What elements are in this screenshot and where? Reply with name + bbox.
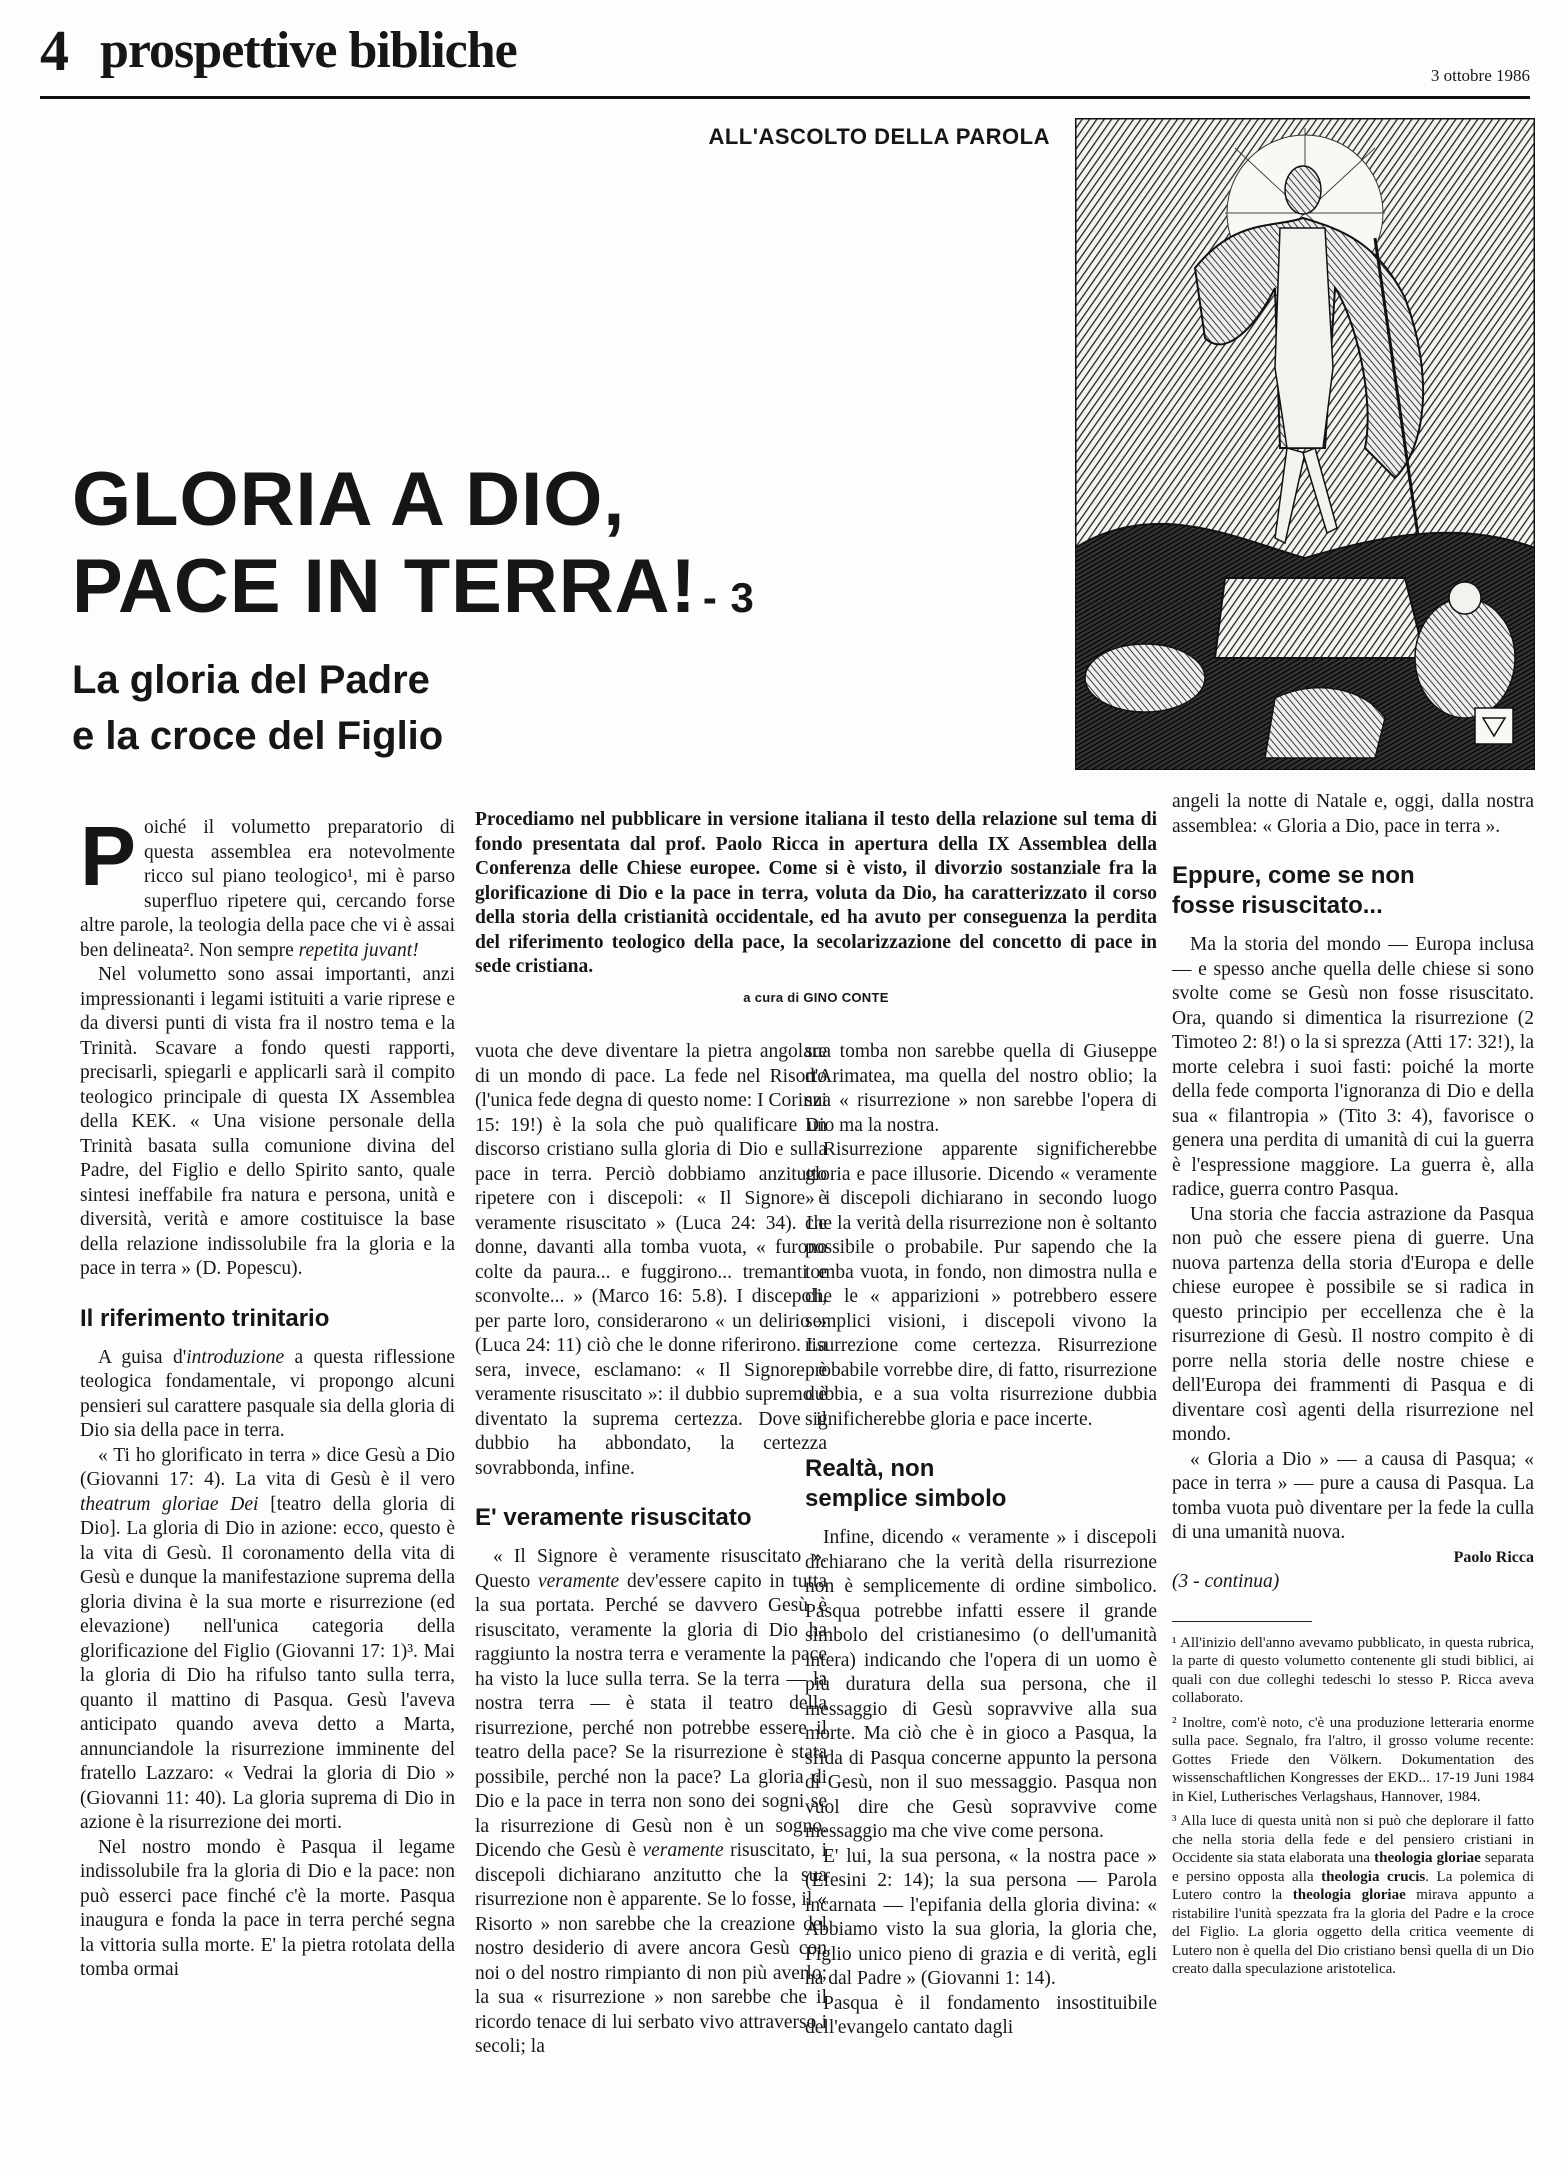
text-run: dev'essere capito in tutta la sua portata. Perché se davvero Gesù è risuscitato, veramente la gloria di Dio ha raggiunto la nostra terra e veramente la pace ha visto la luce sulla terra. Se la terra — la nostra terra — è stata il teatro della risurrezione, perché non potrebbe essere il teatro della pace? Se la risurrezione è stata possibile, perché non la pace? La gloria di Dio e la pace in terra non sono dei sogni se la risurrezione di Gesù non è un sogno. Dicendo che Gesù è	[475, 1570, 827, 1861]
article-title-line2	[72, 545, 755, 640]
editorial-intro: Procediamo nel pubblicare in versione italiana il testo della relazione sul tema di fondo presentata dal prof. Paolo Ricca in apertura della IX Assemblea della Conferenza delle Chiese europee. Come si è visto, il divorzio sostanziale fra la glorificazione di Dio e la pace in terra, voluta da Dio, ha caratterizzato il corso della storia della cristianità occidentale, ed ha avuto per conseguenza la perdita del riferimento teologico della pace, la secolarizzazione del concetto di pace in sede cristiana.	[475, 809, 1157, 977]
issue-date: 3 ottobre 1986	[1430, 66, 1530, 85]
text-bold: theologia crucis	[1321, 1868, 1426, 1885]
paragraph: « Gloria a Dio » — a causa di Pasqua; « pace in terra » — pure a causa di Pasqua. La tomba vuota può diventare per la fede la culla di una umanità nuova.	[1172, 1448, 1534, 1543]
section-title: prospettive bibliche	[100, 22, 517, 79]
text-emphasis: introduzione	[186, 1346, 285, 1368]
section-heading	[805, 1454, 1157, 1514]
text-emphasis: veramente	[642, 1840, 724, 1861]
paragraph: Ma la storia del mondo — Europa inclusa — e spesso anche quella delle chiese si sono svolte come se Gesù non fosse risuscitato. Ora, quando si dimentica la risurrezione (2 Timoteo 2: 8!) o la si sprezza (Atti 17: 32!), la morte celebra i suoi fasti: poiché la morte della fede comporta l'ignoranza di Dio e della sua « filantropia » (Tito 3: 4), favorisce o genera una perdita di umanità di cui la guerra è l'espressione maggiore. La guerra è, alla radice, guerra contro Pasqua.	[1172, 934, 1534, 1200]
paragraph: Pasqua è il fondamento insostituibile dell'evangelo cantato dagli	[805, 1992, 1157, 2038]
editor-byline: a cura di GINO CONTE	[743, 990, 889, 1005]
article-title-line1: GLORIA A DIO,	[72, 457, 626, 542]
resurrection-engraving	[1075, 118, 1535, 770]
subtitle-line1: La gloria del Padre	[72, 658, 430, 702]
heading-line: Realtà, non	[805, 1455, 935, 1482]
text-run: risuscitato, i discepoli dichiarano anzitutto che la sua risurrezione non è apparente. Se lo fosse, il « Risorto » non sarebbe che la creazione del nostro desiderio di avere ancora Gesù con noi o del nostro rimpianto di non più averlo; la sua « risurrezione » non sarebbe che il ricordo tenace di lui serbato vivo attraverso i secoli; la	[475, 1840, 827, 2057]
page-number: 4	[40, 18, 69, 83]
footnote-3	[1172, 1812, 1534, 1979]
text-column-2	[475, 1040, 827, 2060]
text-run: . La polemica di Lutero contro la	[1172, 1868, 1534, 1903]
paragraph: vuota che deve diventare la pietra angolare di un mondo di pace. La fede nel Risorto (l'unica fede degna di questo nome: I Corinzi 15: 19!) è la sola che può qualificare un discorso cristiano sulla gloria di Dio e sulla pace in terra. Perciò dobbiamo anzitutto ripetere con i discepoli: « Il Signore è veramente risuscitato » (Luca 24: 34). Le donne, davanti alla tomba vuota, « furono colte da paura... e fuggirono... tremanti e sconvolte... » (Marco 16: 5.8). I discepoli, per parte loro, considerarono « un delirio » (Luca 24: 11) ciò che le donne riferirono. La sera, invece, esclamano: « Il Signore è veramente risuscitato »: il dubbio supremo è diventato la suprema certezza. Dove il dubbio ha abbondato, la certezza sovrabbonda, infine.	[475, 1041, 827, 1479]
text-run: ³ Alla luce di questa unità non si può che deplorare il fatto che nella storia della fede e del pensiero cristiani in Occidente sia stata elaborata una	[1172, 1813, 1534, 1866]
footnote-2: ² Inoltre, com'è noto, c'è una produzione letteraria enorme sulla pace. Segnalo, fra l'altro, il grosso volume recente: Gottes Friede den Völkern. Dokumentation des wissenschaftlichen Kongresses der EKD... 17-19 Juni 1984 in Kiel, Lutherisches Verlagshaus, Hannover, 1984.	[1172, 1714, 1534, 1805]
footnote-1: ¹ All'inizio dell'anno avevamo pubblicato, in questa rubrica, la parte di questo volumetto contenente gli studi biblici, ai quali con due colleghi tedeschi lo stesso P. Ricca aveva collaborato.	[1172, 1634, 1534, 1706]
text-run: separata e persino opposta alla	[1172, 1850, 1534, 1885]
paragraph: Nel nostro mondo è Pasqua il legame indissolubile fra la gloria di Dio e la pace: non può esserci pace finché c'è la morte. Pasqua inaugura e fonda la pace in terra perché segna la vittoria sulla morte. E' la pietra rotolata della tomba ormai	[80, 1836, 455, 1980]
text-bold: theologia gloriae	[1374, 1850, 1481, 1866]
text-emphasis: veramente	[538, 1570, 620, 1592]
paragraph	[80, 1346, 455, 1444]
text-emphasis: theatrum gloriae Dei	[80, 1493, 259, 1515]
article-title-text: PACE IN TERRA!	[72, 544, 697, 629]
footnote-rule	[1172, 1621, 1312, 1622]
paragraph: angeli la notte di Natale e, oggi, dalla nostra assemblea: « Gloria a Dio, pace in terra ».	[1172, 791, 1534, 837]
section-heading: Il riferimento trinitario	[80, 1304, 330, 1332]
text-run: « Ti ho glorificato in terra » dice Gesù a Dio (Giovanni 17: 4). La vita di Gesù è il vero	[80, 1444, 455, 1490]
text-bold: theologia gloriae	[1292, 1887, 1406, 1903]
text-run: mirava appunto a ristabilire l'unità spezzata fra la gloria del Padre e la croce del Figlio. La gloria oggetto della critica veemente di Lutero non è quella del Dio cristiano bensì quella di un Dio creato dalla speculazione aristotelica.	[1172, 1887, 1534, 1977]
text-column-3	[805, 1040, 1157, 2041]
subtitle-line2: e la croce del Figlio	[72, 714, 444, 758]
rubric-label: ALL'ASCOLTO DELLA PAROLA	[708, 124, 1050, 149]
text-column-4	[1172, 790, 1534, 1979]
text-run: oiché il volumetto preparatorio di questa assemblea era notevolmente ricco sul piano teologico¹, mi è parso superfluo ripetere qui, cercando forse altre parole, la teologia della pace che vi è assai ben delineata². Non sempre	[80, 817, 455, 961]
heading-line: fosse risuscitato...	[1172, 892, 1383, 919]
heading-line: Eppure, come se non	[1172, 862, 1415, 889]
heading-line: semplice simbolo	[805, 1485, 1007, 1512]
paragraph: Nel volumetto sono assai importanti, anzi impressionanti i legami istituiti a varie riprese e da diversi punti di vista fra il nostro tema e la Trinità. Scavare a fondo questi rapporti, precisarli, spiegarli e applicarli sarà il compito teologico principale di questa IX Assemblea della KEK. « Una visione personale della Trinità basata sulla comunione divina del Padre, del Figlio e dello Spirito santo, quale sintesi ineffabile fra natura e persona, unità e diversità, verità e amore costituisce la base della relazione indissolubile fra la gloria e la pace in terra » (D. Popescu).	[80, 964, 455, 1279]
paragraph: Una storia che faccia astrazione da Pasqua non può che essere piena di guerre. Una nuova partenza della storia d'Europa e delle chiese europee è possibile se si radica in questo principio per eccellenza che è la risurrezione di Gesù. Il nostro compito è di porre nella storia delle nostre chiese e dell'Europa dei frammenti di Pasqua e di diventare così agenti della risurrezione nel mondo.	[1172, 1203, 1534, 1445]
paragraph: E' lui, la sua persona, « la nostra pace » (Efesini 2: 14); la sua persona — Parola incarnata — l'epifania della gloria divina: « Abbiamo visto la sua gloria, la gloria che, Figlio unico pieno di grazia e di verità, egli ha dal Padre » (Giovanni 1: 14).	[805, 1845, 1157, 1989]
paragraph: Infine, dicendo « veramente » i discepoli dichiarano che la verità della risurrezione non è semplicemente di ordine simbolico. Pasqua potrebbe infatti essere il grande simbolo del cristianesimo (o dell'umanità intera) indicando che l'opera di un uomo è più duratura della sua persona, che il messaggio di Gesù sopravvive alla sua morte. Ma ciò che è in gioco a Pasqua, la sfida di Pasqua concerne appunto la persona di Gesù, non il suo messaggio. Pasqua non vuol dire che Gesù sopravvive come messaggio ma che vive come persona.	[805, 1527, 1157, 1842]
paragraph: sua tomba non sarebbe quella di Giuseppe d'Arimatea, ma quella del nostro oblio; la sua « risurrezione » non sarebbe l'opera di Dio ma la nostra.	[805, 1041, 1157, 1136]
paragraph	[80, 1444, 455, 1836]
paragraph: Risurrezione apparente significherebbe gloria e pace illusorie. Dicendo « veramente » i discepoli dichiarano in secondo luogo che la verità della risurrezione non è soltanto possibile o probabile. Pur sapendo che la tomba vuota, in fondo, non dimostra nulla e che le « apparizioni » potrebbero essere semplici visioni, i discepoli vivono la risurrezione come certezza. Risurrezione probabile vorrebbe dire, di fatto, risurrezione dubbia, e a sua volta risurrezione dubbia significherebbe gloria e pace incerte.	[805, 1139, 1157, 1430]
paragraph	[80, 809, 455, 963]
continued-note: (3 - continua)	[1172, 1571, 1280, 1592]
text-emphasis: repetita juvant!	[298, 939, 419, 961]
paragraph	[475, 1545, 827, 2060]
text-run: « Il Signore è veramente risuscitato ». Questo	[475, 1546, 827, 1592]
engraving-image	[1075, 118, 1535, 770]
section-heading: E' veramente risuscitato	[475, 1504, 752, 1531]
author-signature: Paolo Ricca	[1453, 1548, 1534, 1566]
text-run: [teatro della gloria di Dio]. La gloria di Dio in azione: ecco, questo è la vita di Gesù. Il coronamento della vita di Gesù e dunque la manifestazione suprema della gloria divina è la sua morte e risurrezione (ed elevazione) nell'unica categoria della glorificazione del Figlio (Giovanni 17: 1)³. Mai la gloria di Dio ha rifulso tanto sulla terra, quanto il mattino di Pasqua. Gesù l'aveva anticipato quando aveva detto a Marta, annunciandole la risurrezione imminente del fratello Lazzaro: « Vedrai la gloria di Dio » (Giovanni 11: 40). La gloria suprema di Dio in azione è la risurrezione dei morti.	[80, 1493, 455, 1833]
text-run: A guisa d'	[98, 1346, 187, 1368]
article-subtitle	[72, 652, 443, 764]
text-run: a questa riflessione teologica fondamentale, vi propongo alcuni pensieri sul carattere pasquale sia della gloria di Dio sia della pace in terra.	[80, 1346, 455, 1441]
section-heading	[1172, 861, 1534, 921]
page-header	[40, 18, 1530, 99]
text-column-1	[80, 809, 455, 1983]
drop-cap: P	[80, 809, 137, 903]
article-part-number: - 3	[702, 574, 755, 621]
